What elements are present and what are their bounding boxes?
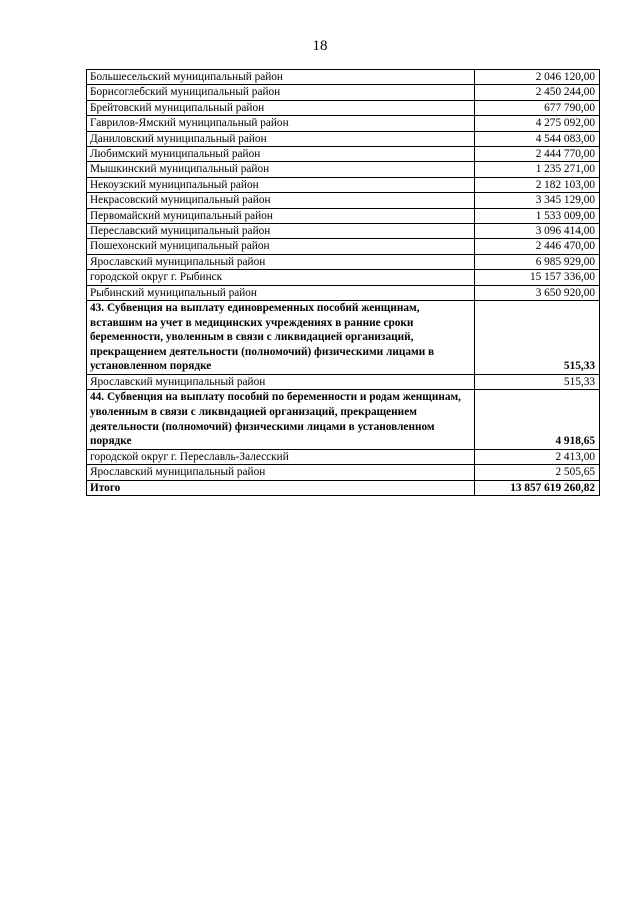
table-row bbox=[87, 85, 600, 100]
total-row bbox=[87, 480, 600, 495]
table-row bbox=[87, 70, 600, 85]
municipality-name: Первомайский муниципальный район bbox=[87, 208, 475, 223]
municipality-name: Рыбинский муниципальный район bbox=[87, 285, 475, 300]
municipality-name: Борисоглебский муниципальный район bbox=[87, 85, 475, 100]
table-row bbox=[87, 254, 600, 269]
municipality-name: городской округ г. Переславль-Залесский bbox=[87, 449, 475, 464]
municipality-name: Брейтовский муниципальный район bbox=[87, 100, 475, 115]
amount-value: 15 157 336,00 bbox=[475, 270, 600, 285]
municipality-name: Некоузский муниципальный район bbox=[87, 177, 475, 192]
table-row bbox=[87, 375, 600, 390]
amount-value: 515,33 bbox=[475, 375, 600, 390]
municipality-name: Пошехонский муниципальный район bbox=[87, 239, 475, 254]
amount-value: 3 345 129,00 bbox=[475, 193, 600, 208]
table-row bbox=[87, 100, 600, 115]
municipality-name: Мышкинский муниципальный район bbox=[87, 162, 475, 177]
table-row bbox=[87, 224, 600, 239]
amount-value: 6 985 929,00 bbox=[475, 254, 600, 269]
municipality-name: Ярославский муниципальный район bbox=[87, 254, 475, 269]
section-title: 44. Субвенция на выплату пособий по беременности и родам женщинам, уволенным в связи с ликвидацией организаций, прекращением деятельности (полномочий) физическими лицами в установленном порядке bbox=[87, 390, 475, 449]
municipality-name: Переславский муниципальный район bbox=[87, 224, 475, 239]
amount-value: 2 413,00 bbox=[475, 449, 600, 464]
amount-value: 2 046 120,00 bbox=[475, 70, 600, 85]
municipality-name: Любимский муниципальный район bbox=[87, 147, 475, 162]
amount-value: 1 533 009,00 bbox=[475, 208, 600, 223]
table-row bbox=[87, 193, 600, 208]
municipality-name: Даниловский муниципальный район bbox=[87, 131, 475, 146]
municipality-name: Гаврилов-Ямский муниципальный район bbox=[87, 116, 475, 131]
table-row bbox=[87, 465, 600, 480]
table-row bbox=[87, 239, 600, 254]
total-label: Итого bbox=[87, 480, 475, 495]
amount-value: 4 275 092,00 bbox=[475, 116, 600, 131]
amount-value: 2 505,65 bbox=[475, 465, 600, 480]
municipality-name: городской округ г. Рыбинск bbox=[87, 270, 475, 285]
table-row bbox=[87, 285, 600, 300]
table-row bbox=[87, 131, 600, 146]
table-row bbox=[87, 147, 600, 162]
municipality-name: Ярославский муниципальный район bbox=[87, 375, 475, 390]
table-row bbox=[87, 449, 600, 464]
municipality-name: Ярославский муниципальный район bbox=[87, 465, 475, 480]
amount-value: 3 096 414,00 bbox=[475, 224, 600, 239]
table-row bbox=[87, 208, 600, 223]
amount-value: 2 444 770,00 bbox=[475, 147, 600, 162]
subvention-distribution-table bbox=[86, 69, 600, 496]
amount-value: 2 450 244,00 bbox=[475, 85, 600, 100]
amount-value: 4 544 083,00 bbox=[475, 131, 600, 146]
table-row bbox=[87, 116, 600, 131]
amount-value: 3 650 920,00 bbox=[475, 285, 600, 300]
section-43-header-row bbox=[87, 301, 600, 375]
table-row bbox=[87, 270, 600, 285]
section-amount: 4 918,65 bbox=[475, 390, 600, 449]
municipality-name: Большесельский муниципальный район bbox=[87, 70, 475, 85]
table-row bbox=[87, 177, 600, 192]
total-amount: 13 857 619 260,82 bbox=[475, 480, 600, 495]
amount-value: 677 790,00 bbox=[475, 100, 600, 115]
amount-value: 2 182 103,00 bbox=[475, 177, 600, 192]
section-title: 43. Субвенция на выплату единовременных пособий женщинам, вставшим на учет в медицинских учреждениях в ранние сроки беременности, уволенным в связи с ликвидацией организаций, прекращением деятельности (полномочий) физическими лицами в установленном порядке bbox=[87, 301, 475, 375]
table-row bbox=[87, 162, 600, 177]
amount-value: 1 235 271,00 bbox=[475, 162, 600, 177]
amount-value: 2 446 470,00 bbox=[475, 239, 600, 254]
section-amount: 515,33 bbox=[475, 301, 600, 375]
section-44-header-row bbox=[87, 390, 600, 449]
municipality-name: Некрасовский муниципальный район bbox=[87, 193, 475, 208]
page-number: 18 bbox=[312, 38, 328, 54]
